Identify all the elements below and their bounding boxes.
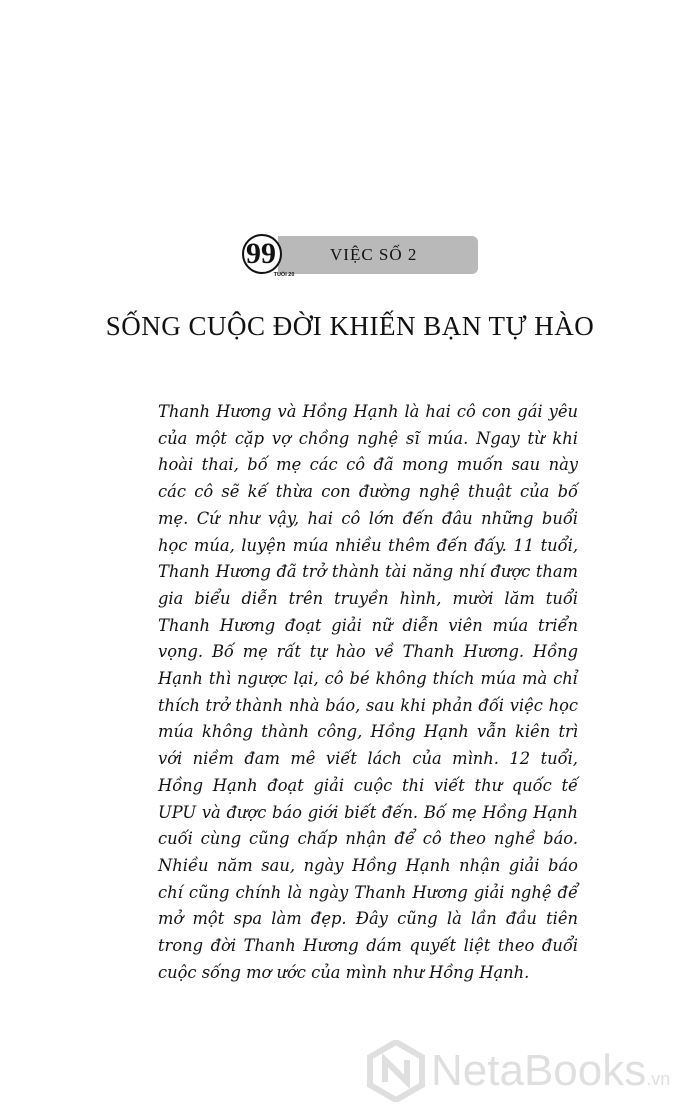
body-paragraph: Thanh Hương và Hồng Hạnh là hai cô con gái yêu của một cặp vợ chồng nghệ sĩ múa. Ngay từ khi hoài thai, bố mẹ các cô đã mong muốn sau này các cô sẽ kế thừa con đường nghệ thuật của bố mẹ. Cứ như vậy, hai cô lớn đến đâu những buổi học múa, luyện múa nhiều thêm đến đấy. 11 tuổi, Thanh Hương đã trở thành tài năng nhí được tham gia biểu diễn trên truyền hình, mười lăm tuổi Thanh Hương đoạt giải nữ diễn viên múa triển vọng. Bố mẹ rất tự hào về Thanh Hương. Hồng Hạnh thì ngược lại, cô bé không thích múa mà chỉ thích trở thành nhà báo, sau khi phản đối việc học múa không thành công, Hồng Hạnh vẫn kiên trì với niềm đam mê viết lách của mình. 12 tuổi, Hồng Hạnh đoạt giải cuộc thi viết thư quốc tế UPU và được báo giới biết đến. Bố mẹ Hồng Hạnh cuối cùng cũng chấp nhận để cô theo nghề báo. Nhiều năm sau, ngày Hồng Hạnh nhận giải báo chí cũng chính là ngày Thanh Hương giải nghệ để mở một spa làm đẹp. Đây cũng là lần đầu tiên trong đời Thanh Hương dám quyết liệt theo đuổi cuộc sống mơ ước của mình như Hồng Hạnh. xyxy=(158,402,578,982)
watermark-text xyxy=(431,1048,670,1102)
logo-mark: 99 xyxy=(246,237,276,270)
netabooks-logo-icon xyxy=(365,1040,427,1102)
logo-caption: TUỔI 20 xyxy=(273,272,295,278)
book-99-logo-icon xyxy=(240,226,296,282)
chapter-label: VIỆC SỐ 2 xyxy=(330,245,418,264)
chapter-title: SỐNG CUỘC ĐỜI KHIẾN BẠN TỰ HÀO xyxy=(105,311,595,341)
watermark xyxy=(365,1036,695,1106)
watermark-brand: NetaBooks xyxy=(431,1046,647,1095)
chapter-header xyxy=(240,226,480,282)
chapter-banner xyxy=(278,236,478,274)
watermark-suffix: .vn xyxy=(646,1069,671,1089)
